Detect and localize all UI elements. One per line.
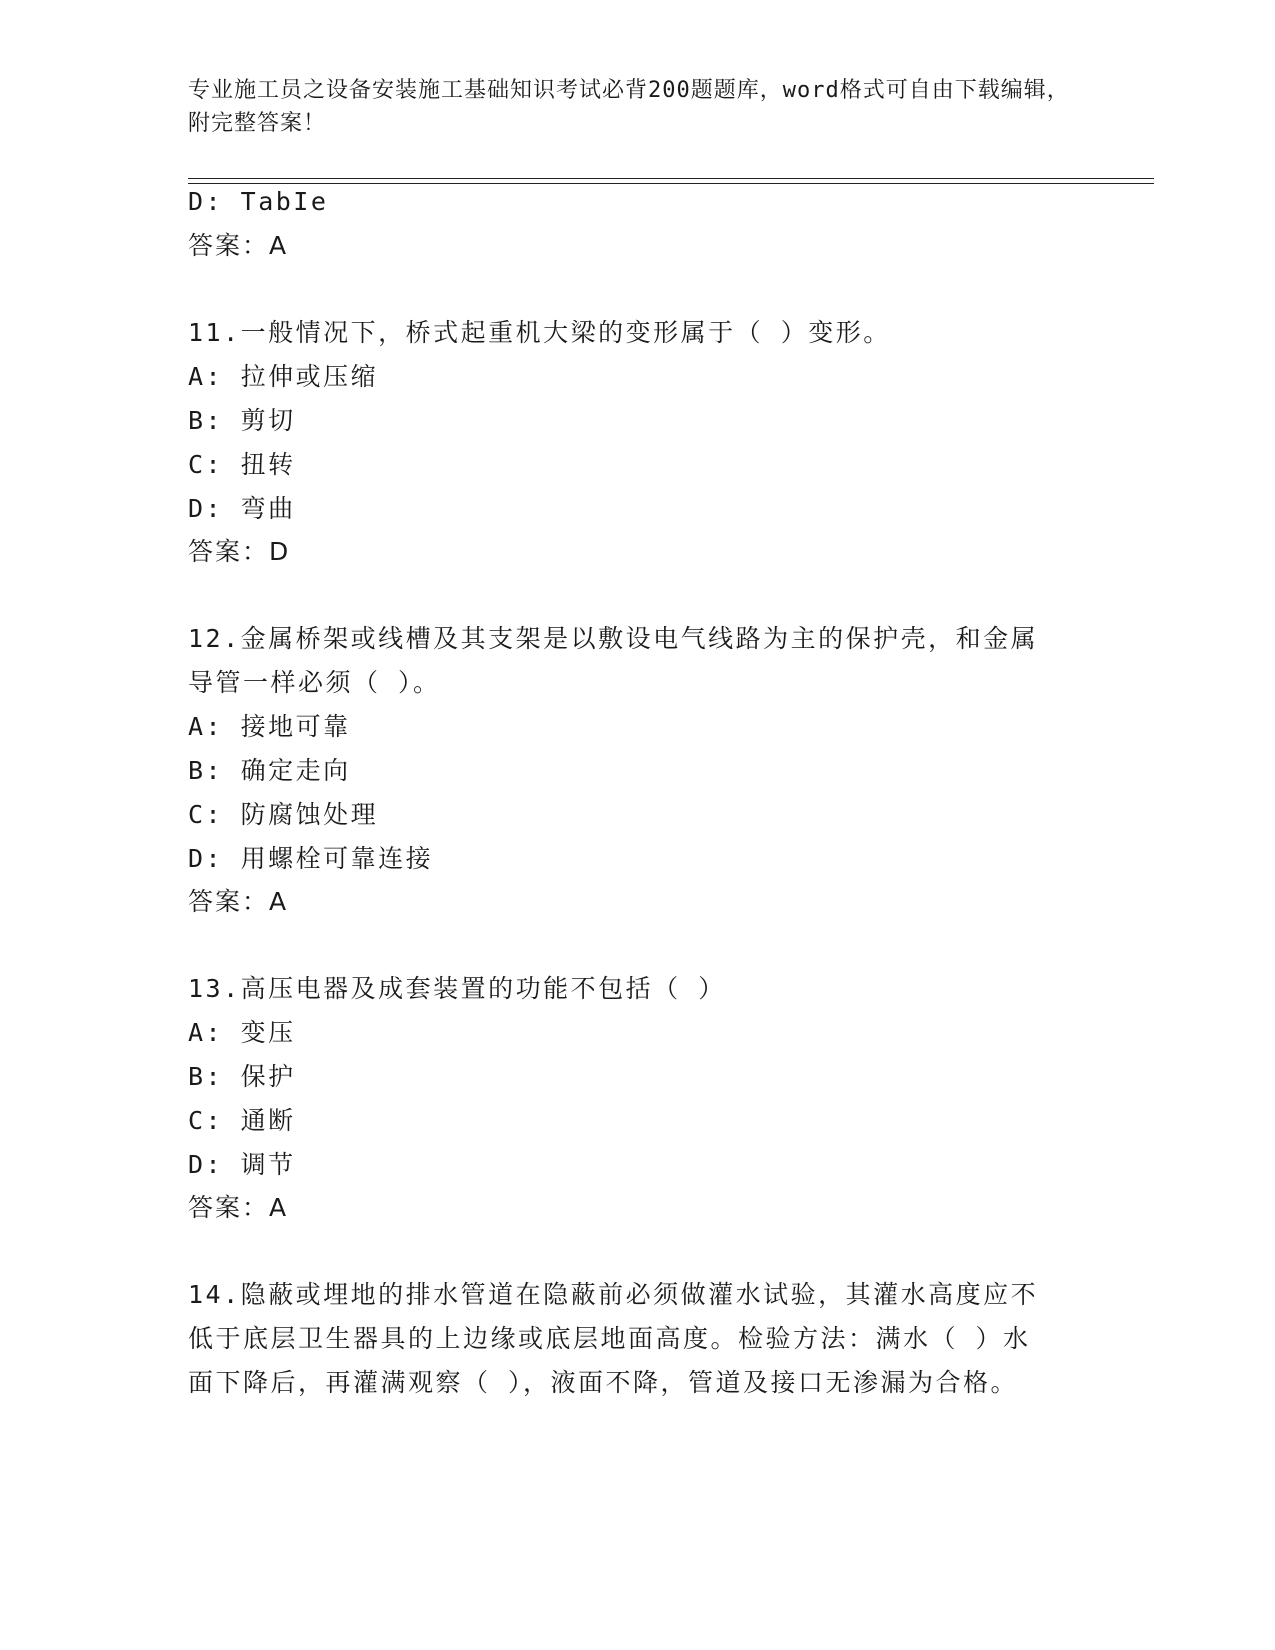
header-divider-top [188,178,1154,179]
option-a: A: 接地可靠 [188,712,351,741]
answer: 答案：A [188,231,289,260]
question-stem-line-1: 12.金属桥架或线槽及其支架是以敷设电气线路为主的保护壳，和金属 [188,624,1039,653]
question-stem: 13.高压电器及成套装置的功能不包括（ ） [188,974,726,1003]
option-c: C: 防腐蚀处理 [188,800,379,829]
document-header: 专业施工员之设备安装施工基础知识考试必背200题题库，word格式可自由下载编辑，附完整答案！ [188,78,1070,136]
answer: 答案：D [188,537,291,566]
option-c: C: 通断 [188,1106,296,1135]
option-d: D: 用螺栓可靠连接 [188,844,434,873]
option-a: A: 变压 [188,1018,296,1047]
option-d: D: 调节 [188,1150,296,1179]
option-a: A: 拉伸或压缩 [188,362,379,391]
option-b: B: 剪切 [188,406,296,435]
option-d: D: TabIe [188,187,329,216]
option-d: D: 弯曲 [188,494,296,523]
header-divider-bottom [188,183,1154,184]
question-stem-line-3: 面下降后，再灌满观察（ ），液面不降，管道及接口无渗漏为合格。 [188,1368,1019,1397]
answer: 答案：A [188,1193,289,1222]
question-stem-line-1: 14.隐蔽或埋地的排水管道在隐蔽前必须做灌水试验，其灌水高度应不 [188,1280,1039,1309]
option-c: C: 扭转 [188,450,296,479]
answer: 答案：A [188,887,289,916]
question-stem: 11.一般情况下，桥式起重机大梁的变形属于（ ）变形。 [188,318,891,347]
question-stem-line-2: 导管一样必须（ ）。 [188,668,441,697]
option-b: B: 保护 [188,1062,296,1091]
option-b: B: 确定走向 [188,756,351,785]
question-stem-line-2: 低于底层卫生器具的上边缘或底层地面高度。检验方法：满水（ ）水 [188,1324,1031,1353]
